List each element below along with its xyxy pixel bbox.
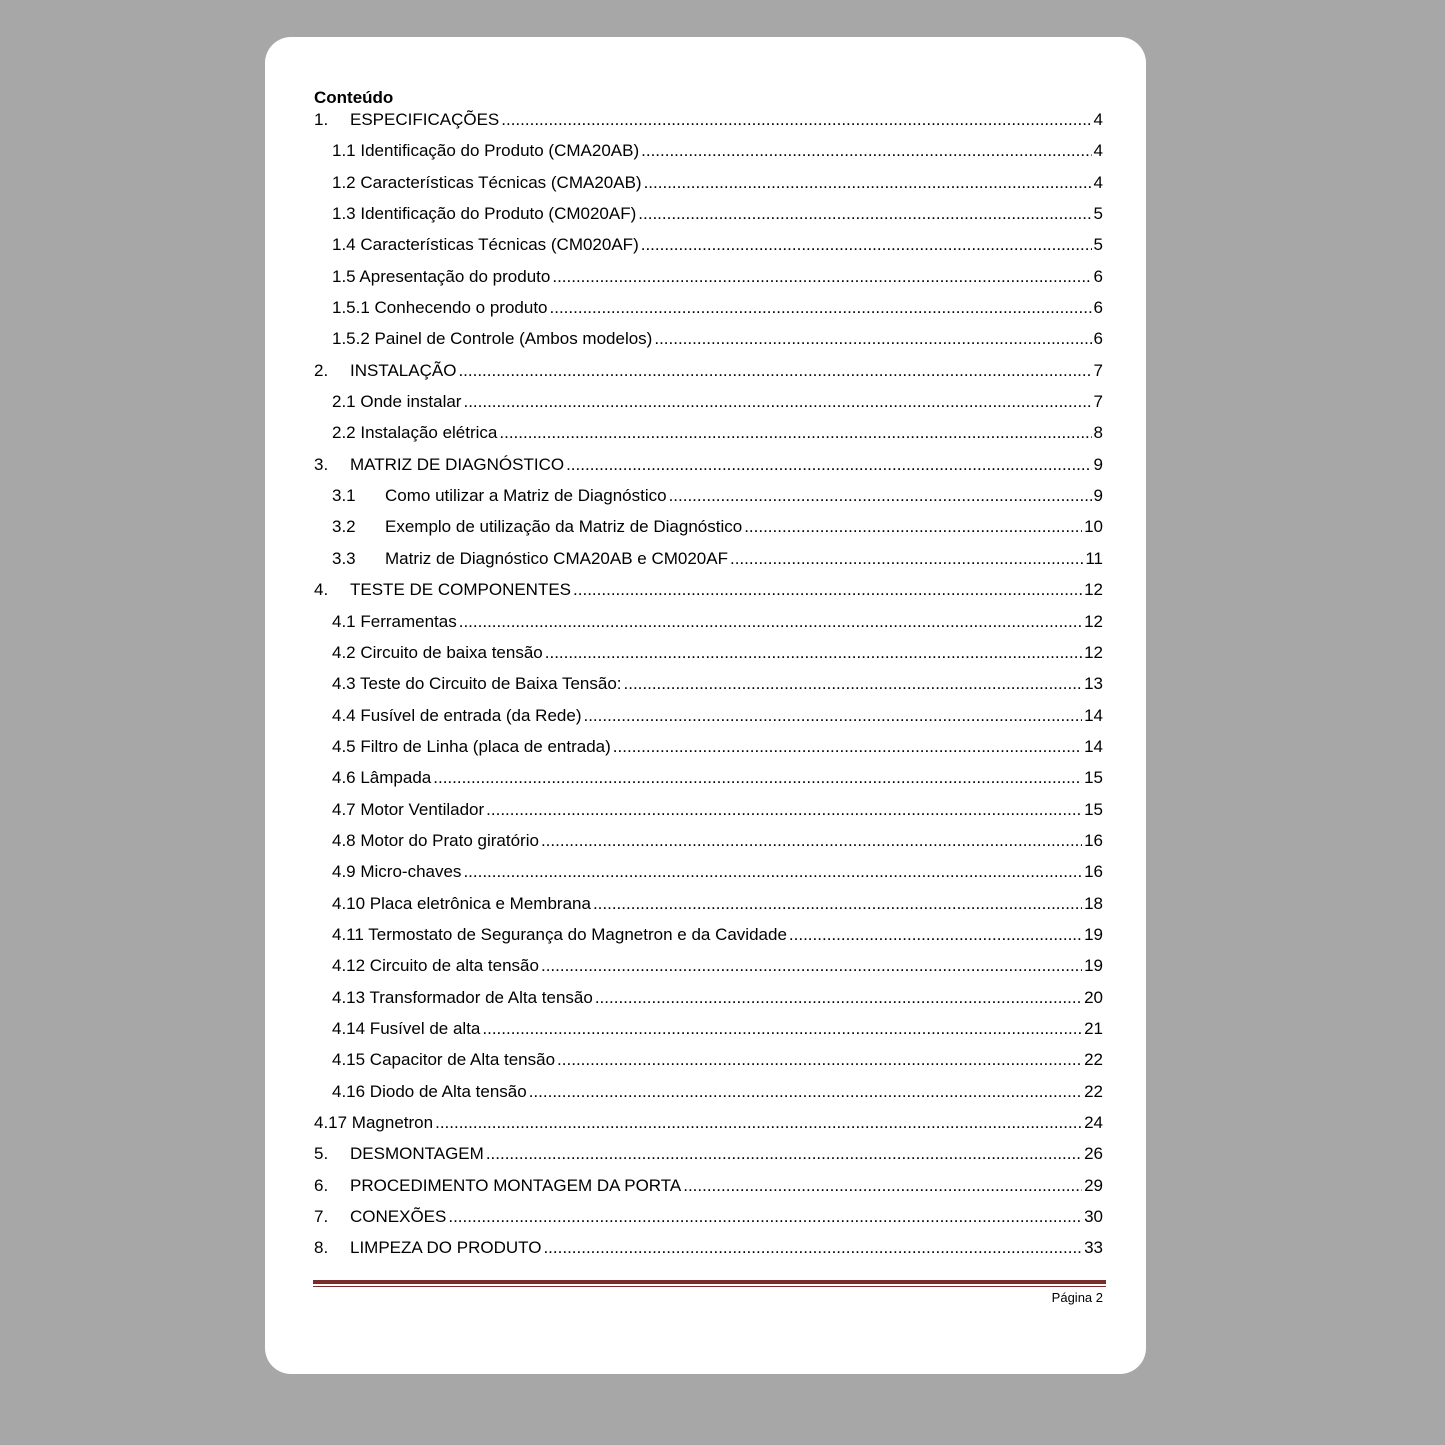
toc-entry-text: 4.1 Ferramentas — [332, 611, 457, 631]
toc-entry-page: 10 — [1084, 517, 1103, 537]
toc-leader-dots — [499, 423, 1091, 443]
toc-entry-text: 4.12 Circuito de alta tensão — [332, 956, 539, 976]
toc-entry-4-10[interactable] — [314, 894, 1103, 925]
toc-entry-text: ESPECIFICAÇÕES — [350, 110, 500, 129]
toc-entry-number: 1. — [314, 110, 329, 129]
toc-entry-procedimento-montagem[interactable] — [314, 1176, 1103, 1207]
toc-entry-page: 13 — [1084, 674, 1103, 694]
toc-leader-dots — [482, 1019, 1082, 1039]
toc-leader-dots — [435, 1113, 1082, 1133]
toc-leader-dots — [529, 1082, 1082, 1102]
toc-entry-page: 11 — [1085, 548, 1103, 568]
footer-page-number: Página 2 — [1051, 1290, 1103, 1305]
table-of-contents — [314, 86, 1103, 1270]
toc-entry-matriz-de-diagnostico[interactable] — [314, 455, 1103, 486]
toc-entry-page: 6 — [1093, 298, 1103, 318]
toc-leader-dots — [433, 768, 1082, 788]
toc-entry-4-16[interactable] — [314, 1082, 1103, 1113]
toc-entry-page: 19 — [1084, 924, 1103, 944]
toc-entry-page: 6 — [1093, 329, 1103, 349]
toc-entry-text: 1.5.1 Conhecendo o produto — [332, 298, 548, 318]
toc-leader-dots — [486, 800, 1082, 820]
toc-entry-page: 15 — [1084, 768, 1103, 788]
toc-entry-page: 19 — [1084, 956, 1103, 976]
toc-entry-text: 1.2 Características Técnicas (CMA20AB) — [332, 172, 642, 192]
toc-entry-limpeza-do-produto[interactable] — [314, 1238, 1103, 1269]
toc-entry-page: 9 — [1093, 486, 1103, 506]
toc-entry-text: 4.13 Transformador de Alta tensão — [332, 987, 593, 1007]
toc-entry-text: TESTE DE COMPONENTES — [350, 580, 572, 600]
toc-entry-page: 21 — [1084, 1018, 1103, 1038]
toc-entry-text: INSTALAÇÃO — [350, 360, 457, 380]
toc-entry-4-11[interactable] — [314, 925, 1103, 956]
toc-entry-4-7[interactable] — [314, 800, 1103, 831]
toc-leader-dots — [463, 392, 1091, 412]
toc-entry-text: Como utilizar a Matriz de Diagnóstico — [385, 486, 667, 506]
toc-entry-page: 4 — [1093, 110, 1103, 129]
toc-leader-dots — [557, 1050, 1082, 1070]
toc-entry-text: 4.14 Fusível de alta — [332, 1018, 481, 1038]
toc-leader-dots — [541, 831, 1082, 851]
toc-entry-4-5[interactable] — [314, 737, 1103, 768]
toc-leader-dots — [641, 235, 1092, 255]
toc-entry-4-2[interactable] — [314, 643, 1103, 674]
toc-entry-4-13[interactable] — [314, 988, 1103, 1019]
toc-entry-page: 9 — [1093, 454, 1103, 474]
toc-entry-page: 5 — [1093, 235, 1103, 255]
toc-leader-dots — [730, 549, 1083, 569]
toc-entry-page: 4 — [1093, 141, 1103, 161]
toc-entry-text: 1.1 Identificação do Produto (CMA20AB) — [332, 141, 640, 161]
toc-entry-text: 4.16 Diodo de Alta tensão — [332, 1081, 527, 1101]
toc-leader-dots — [583, 706, 1082, 726]
toc-entry-1-2[interactable] — [314, 173, 1103, 204]
toc-entry-page: 12 — [1084, 642, 1103, 662]
toc-entry-2-1[interactable] — [314, 392, 1103, 423]
toc-entry-number: 5. — [314, 1144, 329, 1164]
toc-title: Conteúdo — [314, 88, 394, 107]
toc-entry-text: 4.5 Filtro de Linha (placa de entrada) — [332, 736, 611, 756]
toc-leader-dots — [486, 1144, 1082, 1164]
toc-entry-page: 22 — [1084, 1081, 1103, 1101]
toc-entry-text: 4.2 Circuito de baixa tensão — [332, 642, 543, 662]
toc-entry-page: 16 — [1084, 862, 1103, 882]
toc-entry-text: 2.2 Instalação elétrica — [332, 423, 498, 443]
toc-entry-text: Matriz de Diagnóstico CMA20AB e CM020AF — [385, 548, 728, 568]
toc-leader-dots — [744, 517, 1082, 537]
toc-entry-text: 4.8 Motor do Prato giratório — [332, 830, 539, 850]
toc-entry-4-4[interactable] — [314, 706, 1103, 737]
toc-entry-conexoes[interactable] — [314, 1207, 1103, 1238]
footer-rule-thin — [313, 1286, 1106, 1287]
toc-entry-page: 26 — [1084, 1144, 1103, 1164]
toc-entry-text: 1.5 Apresentação do produto — [332, 266, 551, 286]
toc-entry-page: 14 — [1084, 705, 1103, 725]
toc-entry-text: PROCEDIMENTO MONTAGEM DA PORTA — [350, 1175, 682, 1195]
toc-entry-text: CONEXÕES — [350, 1207, 447, 1227]
toc-entry-text: MATRIZ DE DIAGNÓSTICO — [350, 454, 565, 474]
toc-entry-text: 1.4 Características Técnicas (CM020AF) — [332, 235, 639, 255]
toc-entry-text: 2.1 Onde instalar — [332, 392, 462, 412]
toc-entry-text: 1.3 Identificação do Produto (CM020AF) — [332, 204, 637, 224]
toc-leader-dots — [566, 455, 1091, 475]
toc-leader-dots — [543, 1238, 1082, 1258]
toc-entry-text: 4.3 Teste do Circuito de Baixa Tensão: — [332, 674, 622, 694]
toc-leader-dots — [644, 173, 1092, 193]
toc-entry-text: 4.7 Motor Ventilador — [332, 799, 485, 819]
toc-entry-number: 8. — [314, 1238, 329, 1258]
toc-entry-number: 6. — [314, 1175, 329, 1195]
toc-leader-dots — [595, 988, 1082, 1008]
toc-entry-page: 20 — [1084, 987, 1103, 1007]
toc-entry-3-1[interactable] — [314, 486, 1103, 517]
toc-entry-text: LIMPEZA DO PRODUTO — [350, 1238, 542, 1258]
toc-entry-3-2[interactable] — [314, 517, 1103, 548]
toc-entry-text: 4.6 Lâmpada — [332, 768, 432, 788]
toc-leader-dots — [593, 894, 1082, 914]
toc-entry-number: 3.1 — [332, 486, 356, 506]
toc-leader-dots — [550, 298, 1092, 318]
toc-entry-page: 22 — [1084, 1050, 1103, 1070]
toc-entry-text: 4.10 Placa eletrônica e Membrana — [332, 893, 591, 913]
toc-leader-dots — [624, 674, 1083, 694]
toc-entry-page: 7 — [1093, 360, 1103, 380]
toc-entry-number: 4. — [314, 580, 329, 600]
toc-entry-4-8[interactable] — [314, 831, 1103, 862]
toc-leader-dots — [573, 580, 1082, 600]
toc-entry-especificacoes[interactable] — [314, 110, 1103, 141]
toc-entry-1-1[interactable] — [314, 141, 1103, 172]
toc-entry-page: 14 — [1084, 736, 1103, 756]
toc-entry-page: 8 — [1093, 423, 1103, 443]
toc-leader-dots — [669, 486, 1092, 506]
footer-rule — [313, 1280, 1106, 1284]
toc-entry-page: 6 — [1093, 266, 1103, 286]
toc-leader-dots — [654, 329, 1091, 349]
toc-entry-text: 4.4 Fusível de entrada (da Rede) — [332, 705, 582, 725]
toc-entry-text: 4.15 Capacitor de Alta tensão — [332, 1050, 556, 1070]
toc-leader-dots — [683, 1176, 1082, 1196]
toc-leader-dots — [641, 141, 1091, 161]
toc-leader-dots — [552, 267, 1091, 287]
toc-entry-1-5-2[interactable] — [314, 329, 1103, 360]
toc-entry-page: 12 — [1084, 611, 1103, 631]
toc-entry-4-3[interactable] — [314, 674, 1103, 705]
toc-entry-instalacao[interactable] — [314, 361, 1103, 392]
toc-entry-1-4[interactable] — [314, 235, 1103, 266]
toc-leader-dots — [638, 204, 1091, 224]
toc-entry-page: 12 — [1084, 580, 1103, 600]
toc-entry-desmontagem[interactable] — [314, 1144, 1103, 1175]
toc-entry-1-5[interactable] — [314, 267, 1103, 298]
toc-entry-number: 3.2 — [332, 517, 356, 537]
toc-entry-text: 4.11 Termostato de Segurança do Magnetron e da Cavidade — [332, 924, 787, 944]
toc-entry-text: DESMONTAGEM — [350, 1144, 484, 1164]
toc-leader-dots — [463, 862, 1082, 882]
toc-leader-dots — [789, 925, 1082, 945]
toc-entry-page: 7 — [1093, 392, 1103, 412]
toc-entry-number: 7. — [314, 1207, 329, 1227]
toc-entry-page: 16 — [1084, 830, 1103, 850]
toc-entry-text: Exemplo de utilização da Matriz de Diagnóstico — [385, 517, 743, 537]
toc-entry-number: 3. — [314, 454, 329, 474]
toc-leader-dots — [541, 956, 1082, 976]
toc-entry-page: 24 — [1084, 1113, 1103, 1132]
toc-entry-4-14[interactable] — [314, 1019, 1103, 1050]
toc-entry-text: 4.17 Magnetron — [314, 1113, 434, 1132]
toc-leader-dots — [545, 643, 1082, 663]
toc-entry-4-17[interactable] — [314, 1113, 1103, 1144]
toc-entry-number: 2. — [314, 360, 329, 380]
toc-leader-dots — [501, 110, 1091, 130]
toc-entry-4-12[interactable] — [314, 956, 1103, 987]
toc-entry-1-5-1[interactable] — [314, 298, 1103, 329]
toc-entry-teste-de-componentes[interactable] — [314, 580, 1103, 611]
toc-entry-1-3[interactable] — [314, 204, 1103, 235]
toc-entry-page: 30 — [1084, 1207, 1103, 1227]
toc-leader-dots — [458, 361, 1091, 381]
toc-entry-page: 15 — [1084, 799, 1103, 819]
toc-entry-4-15[interactable] — [314, 1050, 1103, 1081]
toc-entry-text: 4.9 Micro-chaves — [332, 862, 462, 882]
toc-entry-4-6[interactable] — [314, 768, 1103, 799]
toc-leader-dots — [448, 1207, 1082, 1227]
toc-entry-3-3[interactable] — [314, 549, 1103, 580]
toc-leader-dots — [459, 612, 1082, 632]
toc-entry-4-9[interactable] — [314, 862, 1103, 893]
toc-entry-4-1[interactable] — [314, 612, 1103, 643]
toc-entry-text: 1.5.2 Painel de Controle (Ambos modelos) — [332, 329, 653, 349]
toc-entry-page: 29 — [1084, 1175, 1103, 1195]
toc-entry-2-2[interactable] — [314, 423, 1103, 454]
toc-entry-page: 18 — [1084, 893, 1103, 913]
toc-entry-page: 4 — [1093, 172, 1103, 192]
toc-leader-dots — [613, 737, 1082, 757]
toc-entry-page: 5 — [1093, 204, 1103, 224]
toc-entry-number: 3.3 — [332, 548, 356, 568]
toc-entry-page: 33 — [1084, 1238, 1103, 1258]
